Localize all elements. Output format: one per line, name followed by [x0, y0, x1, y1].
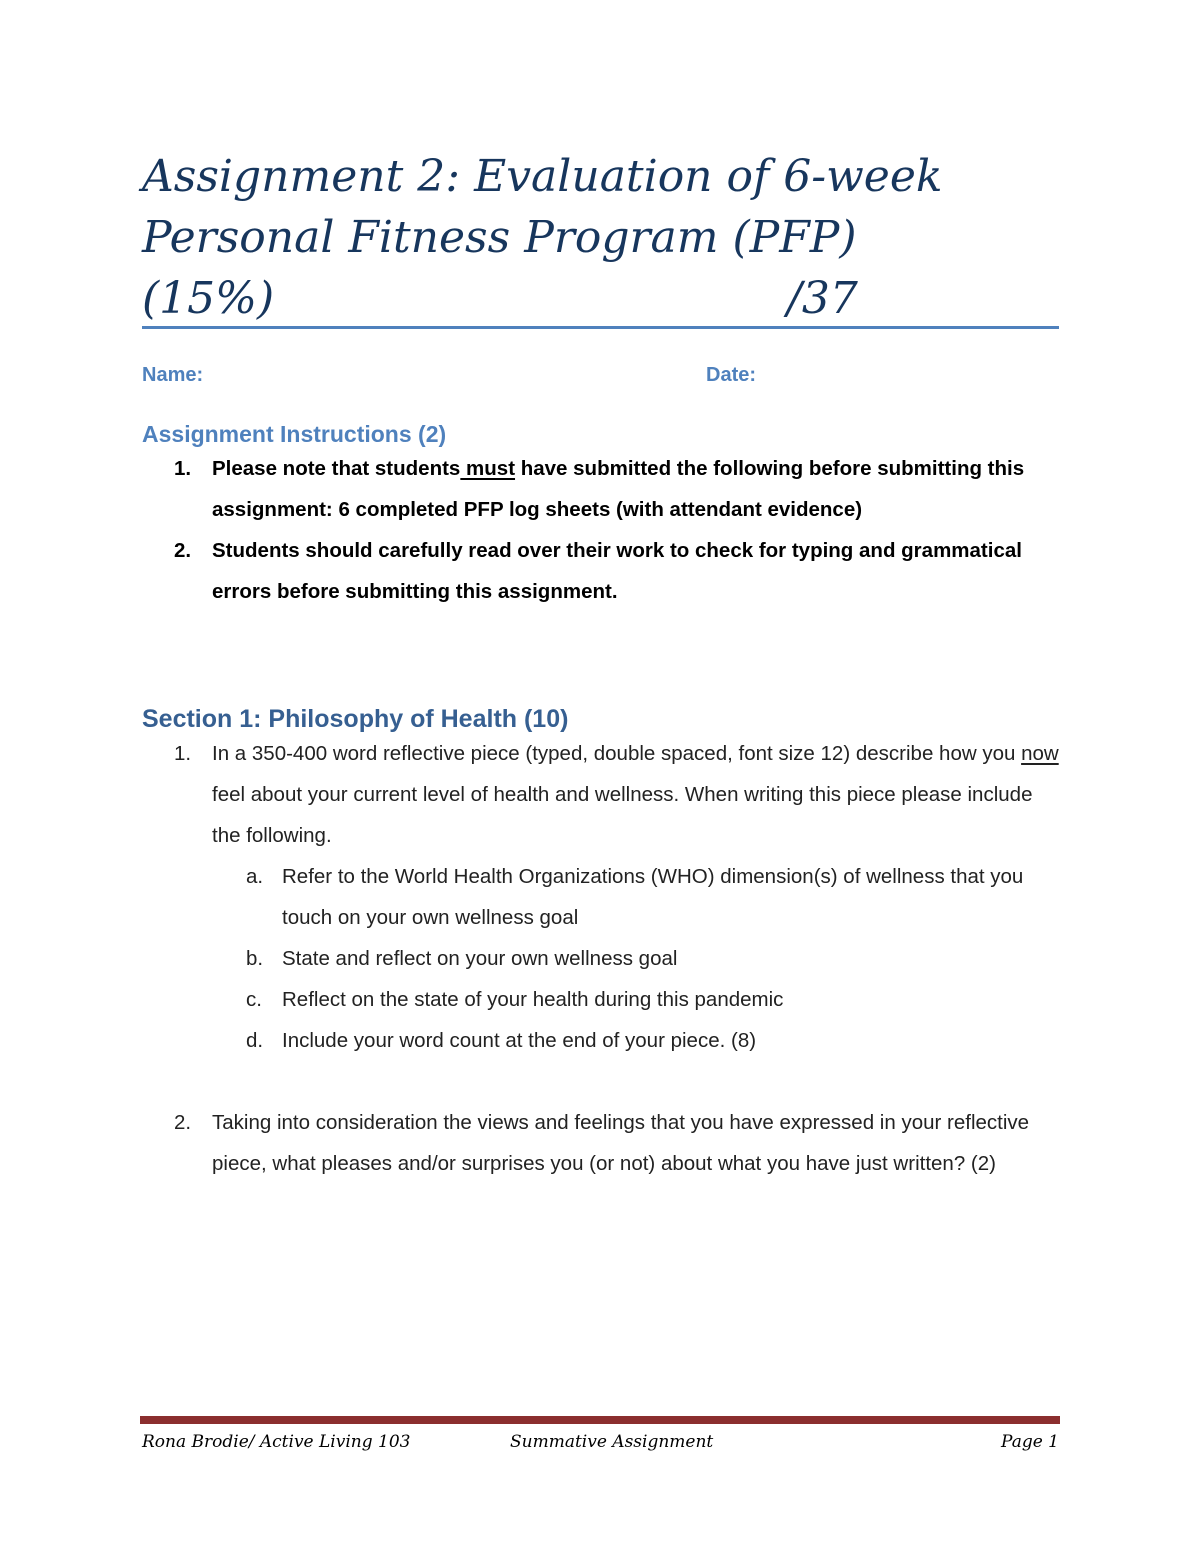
item-text: feel about your current level of health and wellness. When writing this piece please include the following.	[212, 783, 1033, 847]
section1-heading: Section 1: Philosophy of Health (10)	[142, 705, 569, 733]
sub-letter: c.	[246, 988, 262, 1011]
sub-letter: d.	[246, 1029, 264, 1052]
instructions-list	[142, 448, 1060, 612]
sub-letter: a.	[246, 865, 264, 888]
item-text: have submitted the following before submitting this assignment: 6 completed PFP log sheets (with attendant evidence)	[212, 457, 1025, 521]
footer-page-number: Page 1	[1001, 1432, 1059, 1452]
title-line-1: Assignment 2: Evaluation of 6-week	[142, 151, 943, 202]
sub-list-item	[212, 856, 1060, 938]
footer-rule	[140, 1416, 1060, 1424]
instructions-heading: Assignment Instructions (2)	[142, 421, 447, 447]
emphasis-must: must	[460, 457, 516, 480]
list-item	[142, 448, 1060, 530]
sub-list-item	[212, 979, 1060, 1020]
list-item	[142, 733, 1060, 1102]
footer-doc-type: Summative Assignment	[510, 1432, 714, 1452]
sub-letter: b.	[246, 947, 264, 970]
list-number: 1.	[174, 457, 192, 480]
item-text: Please note that students	[212, 457, 461, 480]
sub-list-item	[212, 1020, 1060, 1061]
sub-text: Refer to the World Health Organizations (WHO) dimension(s) of wellness that you touch on your own wellness goal	[282, 865, 1024, 929]
section1-list	[142, 733, 1060, 1184]
item-text: Students should carefully read over their work to check for typing and grammatical errors before submitting this assignment.	[212, 539, 1022, 603]
sub-text: State and reflect on your own wellness goal	[282, 947, 678, 970]
list-number: 2.	[174, 539, 192, 562]
list-number: 2.	[174, 1111, 192, 1134]
sub-list	[212, 856, 1060, 1061]
list-number: 1.	[174, 742, 192, 765]
title-line-2: Personal Fitness Program (PFP)	[142, 212, 857, 263]
sub-list-item	[212, 938, 1060, 979]
list-item	[142, 1102, 1060, 1184]
spacer	[212, 1061, 1060, 1102]
date-label: Date:	[706, 364, 757, 386]
title-underline	[142, 326, 1059, 329]
sub-text: Reflect on the state of your health during this pandemic	[282, 988, 784, 1011]
document-title	[142, 146, 1042, 329]
list-item	[142, 530, 1060, 612]
item-text: In a 350-400 word reflective piece (typed, double spaced, font size 12) describe how you	[212, 742, 1022, 765]
sub-text: Include your word count at the end of your piece. (8)	[282, 1029, 757, 1052]
title-score: /37	[787, 273, 858, 324]
title-line-3: (15%)	[142, 273, 275, 324]
item-text: Taking into consideration the views and feelings that you have expressed in your reflective piece, what pleases and/or surprises you (or not) about what you have just written? (2)	[212, 1111, 1030, 1175]
emphasis-now: now	[1021, 742, 1059, 765]
footer-author: Rona Brodie/ Active Living 103	[142, 1432, 411, 1452]
name-label: Name:	[142, 364, 204, 386]
